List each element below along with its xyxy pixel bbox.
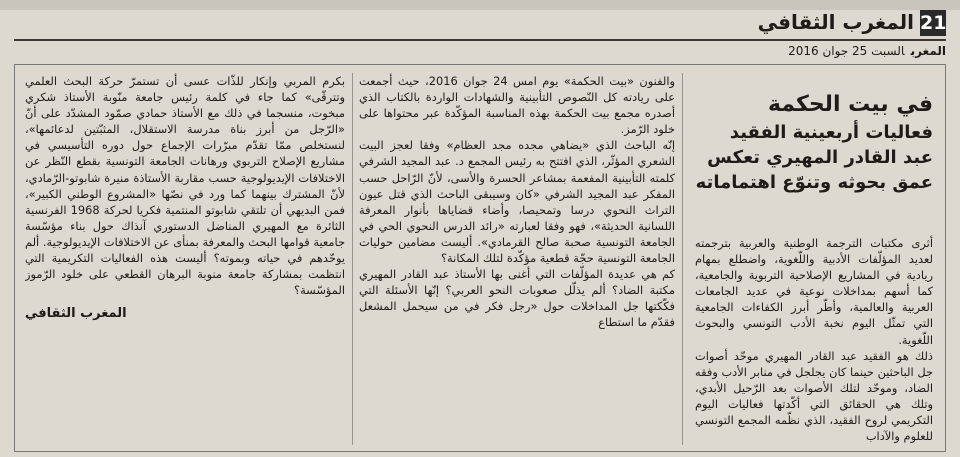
dateline: [788, 44, 946, 58]
article-column-2: [359, 73, 675, 449]
headline-deck: فعاليات أربعينية الفقيد عبد القادر المهيري تعكس عمق بحوثه وتنوّع اهتماماته: [695, 122, 933, 193]
paragraph: والفنون «بيت الحكمة» يوم امس 24 جوان 2016، حيث أجمعت على ريادته كل النّصوص التأبينية والشهادات الواردة بالكتاب الذي أصدره مجمع بيت الحكمة بهذه المناسبة المؤكّدة عبر محتواها على خلود الرّمز.: [359, 74, 675, 137]
headline: [695, 91, 933, 195]
header-rule: [14, 39, 946, 41]
article-box: [14, 64, 946, 452]
page-number: 21: [920, 12, 947, 34]
paragraph: بكرم المربي وإنكار للذّات عسى أن تستمرّ حركة البحث العلمي وتترقّى» كما جاء في كلمة رئيس جامعة منّوبة الأستاذ شكري مبخوت، منسجما في ذلك مع الأستاذ حمادي صمّود المشدّد على أنّ «الرّجل من أبرز بناة مدرسة الاستقلال، المثبّتين لدعائمها»، لنستخلص ممّا تقدّم مبرّرات الإجماع حول دوره التأسيسي في مشاريع الإصلاح التربوي ورهانات الجامعة التونسية بقطع النّظر عن الاختلافات الإيديولوجية حسب مقاربة الأستاذة منيرة شابوتو-الرّمادي، لأنّ المشترك بينهما كما ورد في نصّها «المشروع الوطني الكبير»، فمن البديهي أن تلتقي شابوتو المنتمية فكريا لحركة 1968 الفرنسية الثائرة مع المهيري المناضل الدستوري آنذاك حول بناء مؤسّسة جامعية قوامها البحث والمعرفة بمنأى عن الاختلافات الإيديولوجية. ألم يوحّدهم في حياته وبموته؟ أليست هذه الفعاليات التكريمية التي انتظمت بمشاركة جامعة منوبة البرهان القطعي على خلود الرّموز المؤسّسة؟: [25, 74, 345, 298]
paragraph: ذلك هو الفقيد عبد القادر المهيري موحّد أصوات جل الباحثين حينما كان يجلجل في منابر الأدب وفقه الضاد، وموحّد لتلك الأصوات بعد الرّحيل الأبدي، وتلك هي الحقائق التي أكّدتها فعاليات اليوم التكريمي لروح الفقيد، الذي نظّمه المجمع التونسي للعلوم والآداب: [695, 348, 933, 444]
article-column-3: [25, 73, 345, 449]
paragraph: كم هي عديدة المؤلّفات التي أغنى بها الأستاذ عبد القادر المهيري مكتبة الضاد؟ ألم يذلّل صعوبات النحو العربي؟ إنّها الأسئلة التي فكّكتها جل المداخلات حول «رجل فكر في من سيحمل المشعل فقدّم ما استطاع: [359, 267, 675, 330]
paragraph: إنّه الباحث الذي «يضاهي مجده مجد العظام» وفقا لعجز البيت الشعري المؤثّر، الذي افتتح به رئيس المجمع د. عبد المجيد الشرفي كلمته التأبينية المفعمة بمشاعر الحسرة والأسى، لأنّ الرّاحل حسب المفكر عبد المجيد الشرفي «كان وسيبقى الباحث الذي قتل عيون التراث النحوي درسا وتمحيصا، وأضاء قضاياها بأنوار المعرفة اللسانية الحديثة»، فهو وفقا لعبارته «رائد الدرس النحوي الحي في الجامعة التونسية صحبة صالح القرمادي». أليست مضامين حوليات الجامعة التونسية حجّة قطعية مؤكّدة لتلك المكانة؟: [359, 138, 675, 266]
column-divider: [682, 73, 683, 445]
paragraph: أثرى مكتبات الترجمة الوطنية والعربية بترجمته لعديد المؤلّفات الأدبية واللّغوية، واضطلع بمهام ريادية في المشاريع الإصلاحية التربوية والجامعية، كما أسهم بمداخلات نوعية في عديد الجامعات العربية والعالمية، وأطّر أبرز الكفاءات الجامعية التي تمثّل اليوم نخبة الأدب التونسي والبحوث اللّغوية.: [695, 236, 933, 347]
section-title: المغرب الثقافي: [757, 10, 914, 34]
paper-name: المغرب: [910, 44, 946, 58]
headline-kicker: في بيت الحكمة: [767, 92, 933, 117]
issue-date: السبت 25 جوان 2016: [788, 44, 905, 58]
column-divider: [352, 73, 353, 445]
article-signature: المغرب الثقافي: [25, 306, 127, 322]
article-column-1: [695, 235, 933, 449]
page-header: [14, 8, 946, 60]
